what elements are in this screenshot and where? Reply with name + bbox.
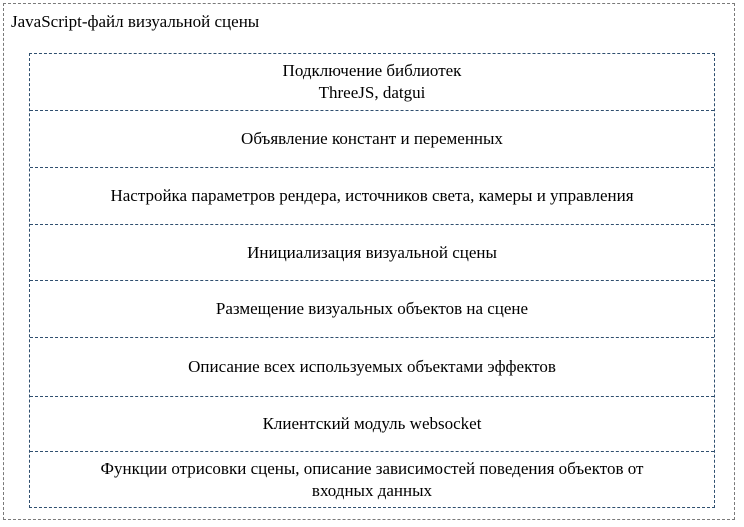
section-render-settings xyxy=(30,168,714,225)
section-line: Клиентский модуль websocket xyxy=(262,414,482,433)
section-library-imports xyxy=(30,54,714,111)
section-constants-variables xyxy=(30,111,714,168)
section-scene-init xyxy=(30,225,714,281)
section-line: Описание всех используемых объектами эффектов xyxy=(188,357,556,376)
section-line: Подключение библиотек xyxy=(282,61,462,80)
section-line: ThreeJS, datgui xyxy=(318,83,426,102)
section-line: Размещение визуальных объектов на сцене xyxy=(215,299,529,318)
section-render-functions xyxy=(30,452,714,507)
js-file-container xyxy=(3,3,735,520)
section-effects-description xyxy=(30,338,714,397)
section-websocket-client xyxy=(30,397,714,452)
section-line: Функции отрисовки сцены, описание зависимостей поведения объектов от xyxy=(100,458,644,478)
sections-stack xyxy=(29,53,715,508)
section-line: Инициализация визуальной сцены xyxy=(247,242,497,262)
section-line: Объявление констант и переменных xyxy=(241,129,503,148)
section-line: входных данных xyxy=(311,480,433,500)
section-line: Настройка параметров рендера, источников света, камеры и управления xyxy=(110,186,634,205)
container-title: JavaScript-файл визуальной сцены xyxy=(11,12,260,31)
section-object-placement xyxy=(30,281,714,338)
